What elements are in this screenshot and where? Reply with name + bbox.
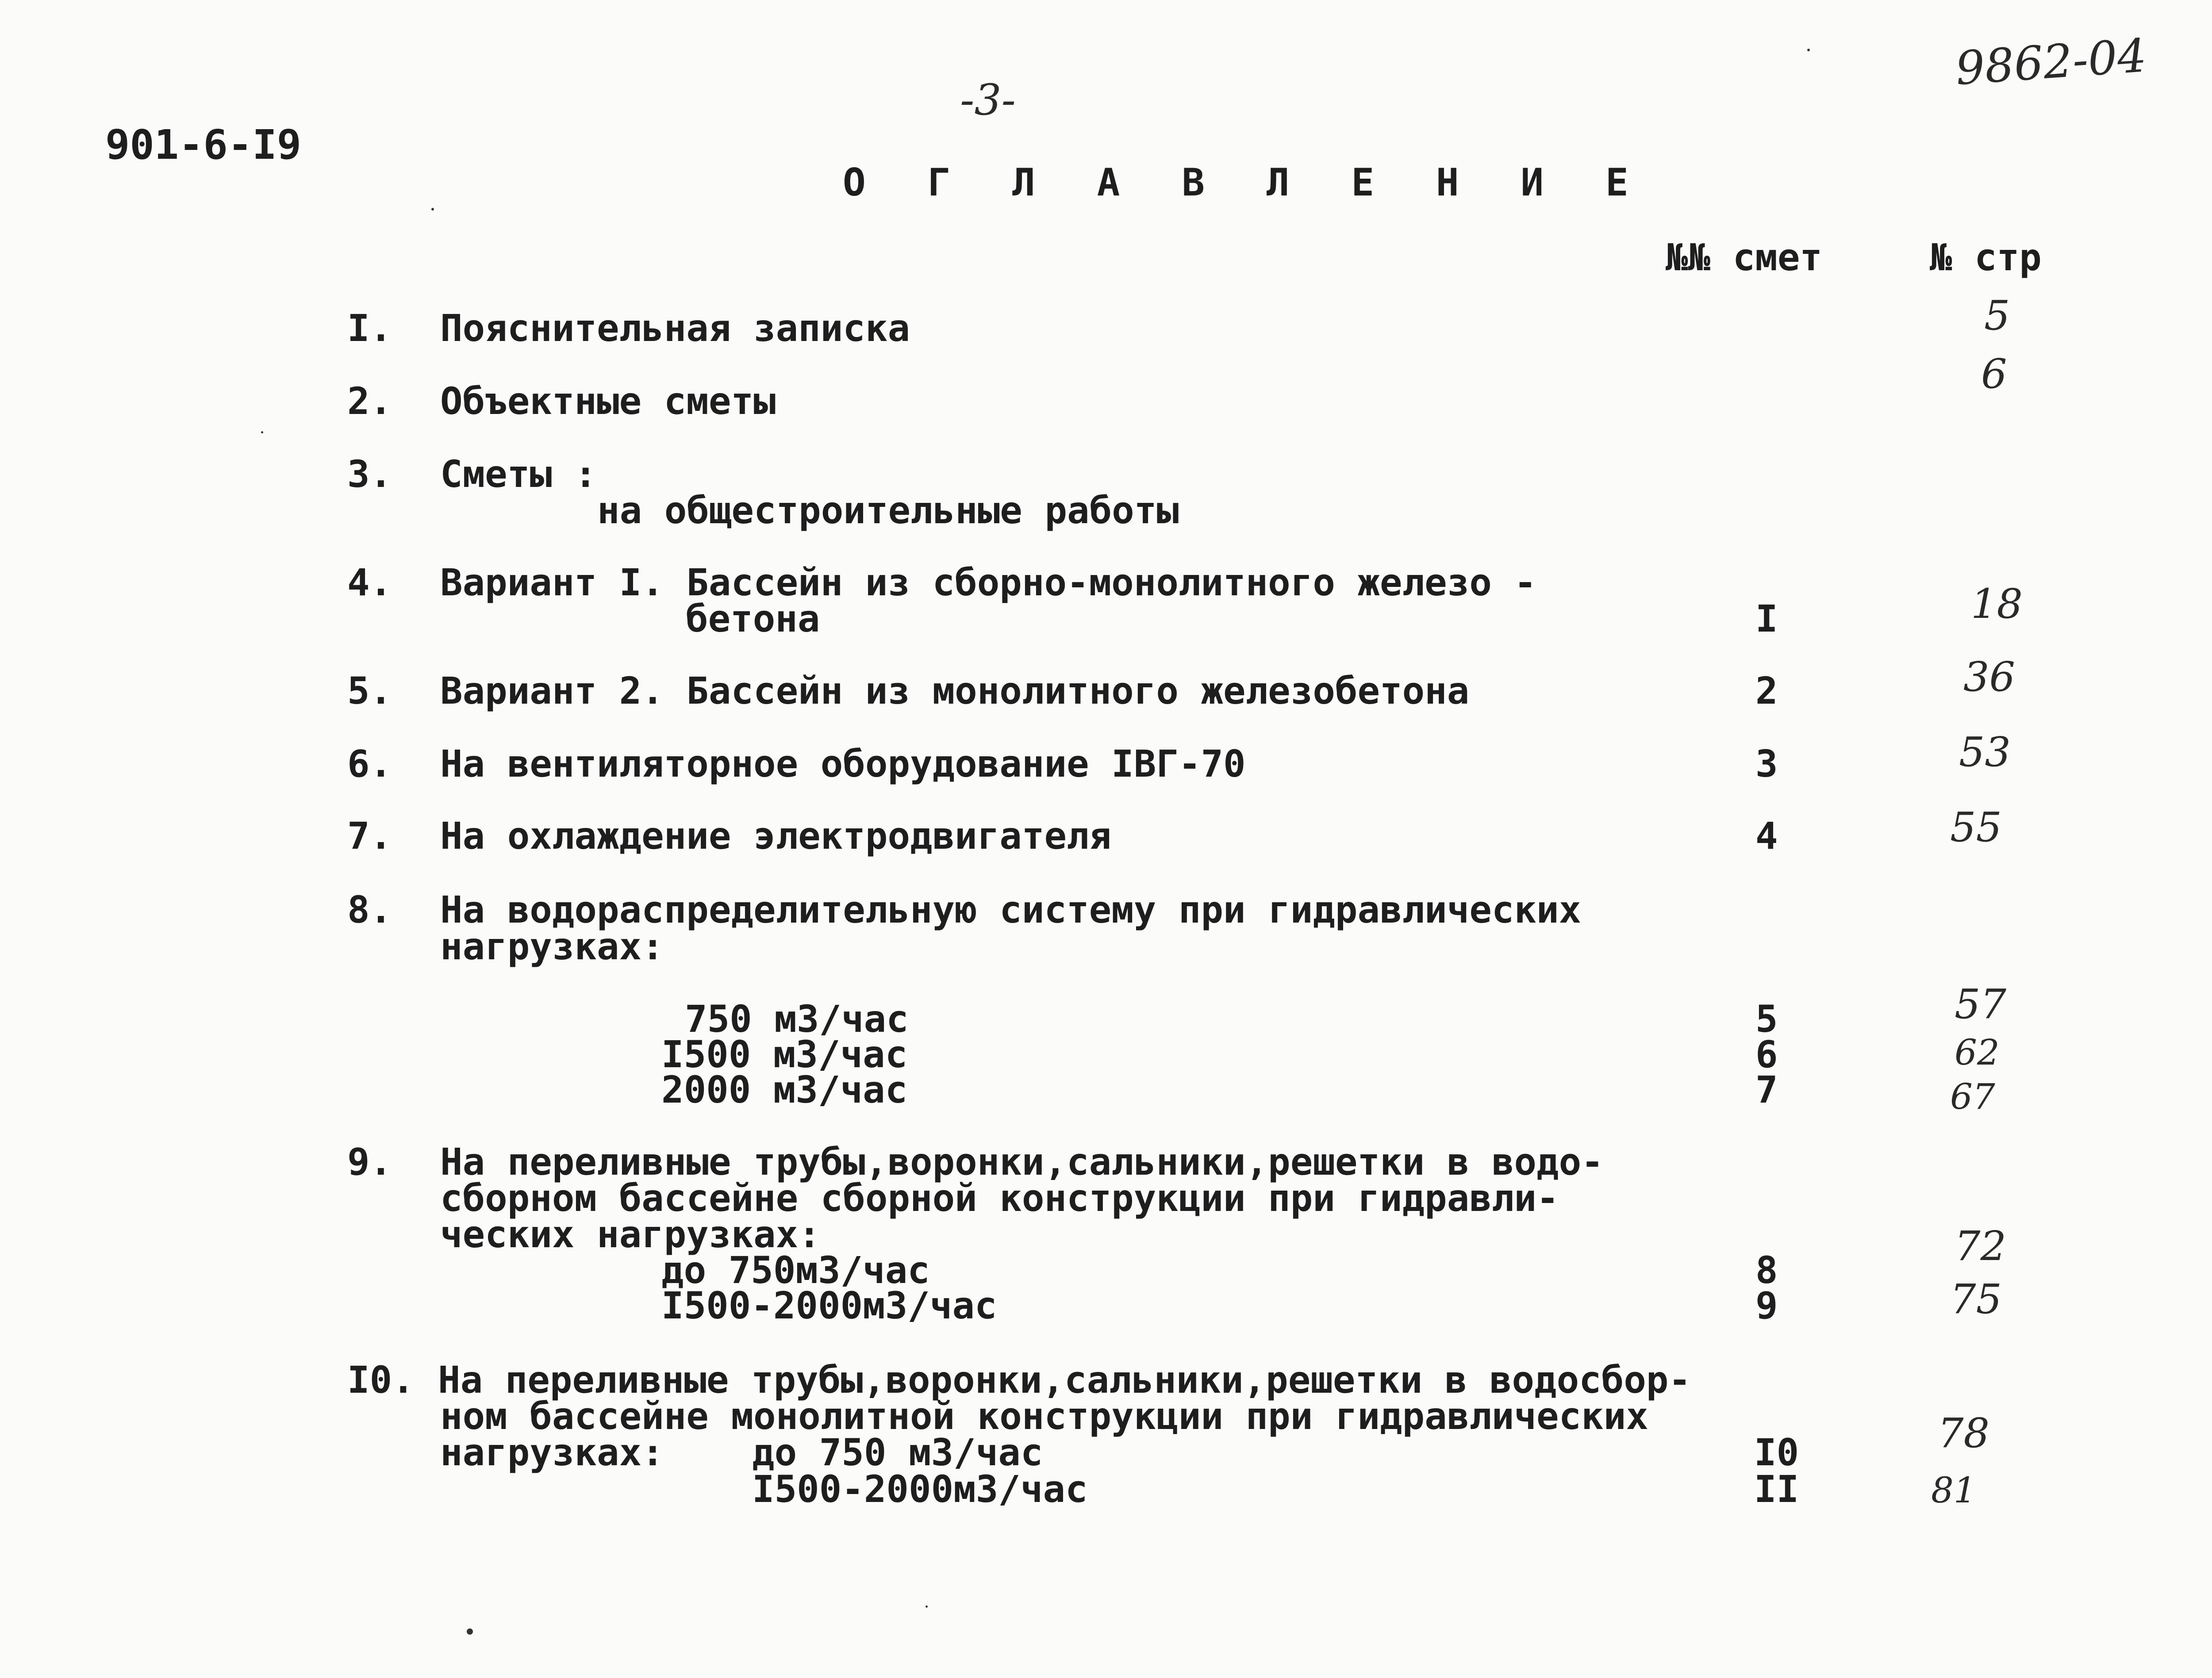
page-number: 36 bbox=[1963, 653, 2016, 701]
column-header-estimates: №№ смет bbox=[1666, 236, 1823, 279]
item-number: 4. bbox=[347, 561, 392, 604]
item-text: Пояснительная записка bbox=[440, 306, 910, 350]
page-number: 6 bbox=[1981, 350, 2007, 398]
item-number: 9. bbox=[347, 1140, 392, 1184]
page-number: 53 bbox=[1959, 728, 2011, 776]
scan-speck bbox=[431, 208, 434, 211]
item-number: 6. bbox=[347, 742, 392, 785]
item-text-continued: ном бассейне монолитной конструкции при гидравлических bbox=[440, 1395, 1648, 1438]
column-header-page: № стр bbox=[1930, 236, 2042, 279]
page-number: 57 bbox=[1955, 981, 2007, 1028]
estimate-number: 9 bbox=[1755, 1284, 1778, 1327]
scan-speck bbox=[1807, 49, 1810, 51]
estimate-number: 7 bbox=[1755, 1068, 1778, 1111]
page-number: 75 bbox=[1950, 1276, 2002, 1323]
item-text-continued: на общестроительные работы bbox=[597, 489, 1179, 532]
item-number: 8. bbox=[347, 888, 392, 931]
estimate-number: II bbox=[1754, 1467, 1799, 1511]
estimate-number: 8 bbox=[1755, 1249, 1778, 1292]
sub-item-text: до 750м3/час bbox=[661, 1249, 930, 1292]
item-number: I. bbox=[347, 306, 392, 350]
item-number: I0. bbox=[347, 1358, 415, 1402]
page-number: 81 bbox=[1931, 1470, 1976, 1511]
scan-speck bbox=[926, 1605, 928, 1608]
item-text-continued: ческих нагрузках: bbox=[440, 1213, 821, 1256]
item-number: 3. bbox=[347, 452, 392, 496]
item-text: Вариант 2. Бассейн из монолитного железобетона bbox=[440, 669, 1470, 713]
scan-speck bbox=[261, 431, 263, 433]
sub-item-text: I500 м3/час bbox=[661, 1033, 908, 1076]
item-text: На водораспределительную систему при гидравлических bbox=[440, 888, 1582, 931]
page-number-mark: -3- bbox=[960, 75, 1016, 125]
item-text: Вариант I. Бассейн из сборно-монолитного железо - bbox=[440, 561, 1537, 604]
item-text: На переливные трубы,воронки,сальники,решетки в водо- bbox=[440, 1140, 1604, 1184]
item-text-continued: нагрузках: bbox=[440, 1431, 664, 1474]
estimate-number: 5 bbox=[1755, 997, 1778, 1041]
page-number: 62 bbox=[1955, 1032, 2000, 1073]
sub-item-text: I500-2000м3/час bbox=[752, 1467, 1088, 1511]
item-text: На переливные трубы,воронки,сальники,решетки в водосбор- bbox=[438, 1358, 1691, 1402]
estimate-number: 4 bbox=[1755, 814, 1778, 858]
page-number: 78 bbox=[1938, 1410, 1990, 1457]
estimate-number: I0 bbox=[1754, 1431, 1799, 1474]
item-number: 7. bbox=[347, 814, 392, 858]
page-number: 67 bbox=[1950, 1076, 1995, 1117]
page-number: 55 bbox=[1950, 804, 2002, 851]
page-number: 18 bbox=[1971, 580, 2023, 628]
estimate-number: 2 bbox=[1755, 669, 1778, 713]
item-text: Сметы : bbox=[440, 452, 597, 496]
document-code: 901-6-I9 bbox=[105, 121, 302, 169]
item-number: 5. bbox=[347, 669, 392, 713]
item-number: 2. bbox=[347, 379, 392, 423]
sub-item-text: I500-2000м3/час bbox=[661, 1284, 997, 1327]
sub-item-text: 2000 м3/час bbox=[661, 1068, 908, 1111]
item-text-continued: нагрузках: bbox=[440, 925, 664, 968]
estimate-number: 6 bbox=[1755, 1033, 1778, 1076]
page-number: 72 bbox=[1955, 1222, 2007, 1270]
item-text-continued: сборном бассейне сборной конструкции при гидравли- bbox=[440, 1176, 1559, 1220]
item-text-continued: бетона bbox=[686, 597, 820, 640]
item-text: Объектные сметы bbox=[440, 379, 776, 423]
sub-item-text: 750 м3/час bbox=[685, 997, 909, 1041]
item-text: На охлаждение электродвигателя bbox=[440, 814, 1112, 858]
page-number: 5 bbox=[1984, 292, 2010, 339]
page-title: О Г Л А В Л Е Н И Е bbox=[843, 161, 1648, 205]
estimate-number: 3 bbox=[1755, 742, 1778, 785]
estimate-number: I bbox=[1755, 597, 1778, 640]
scan-speck bbox=[467, 1628, 473, 1635]
sub-item-text: до 750 м3/час bbox=[752, 1431, 1043, 1474]
item-text: На вентиляторное оборудование IВГ-70 bbox=[440, 742, 1246, 785]
handwritten-archive-number: 9862-04 bbox=[1954, 28, 2148, 96]
